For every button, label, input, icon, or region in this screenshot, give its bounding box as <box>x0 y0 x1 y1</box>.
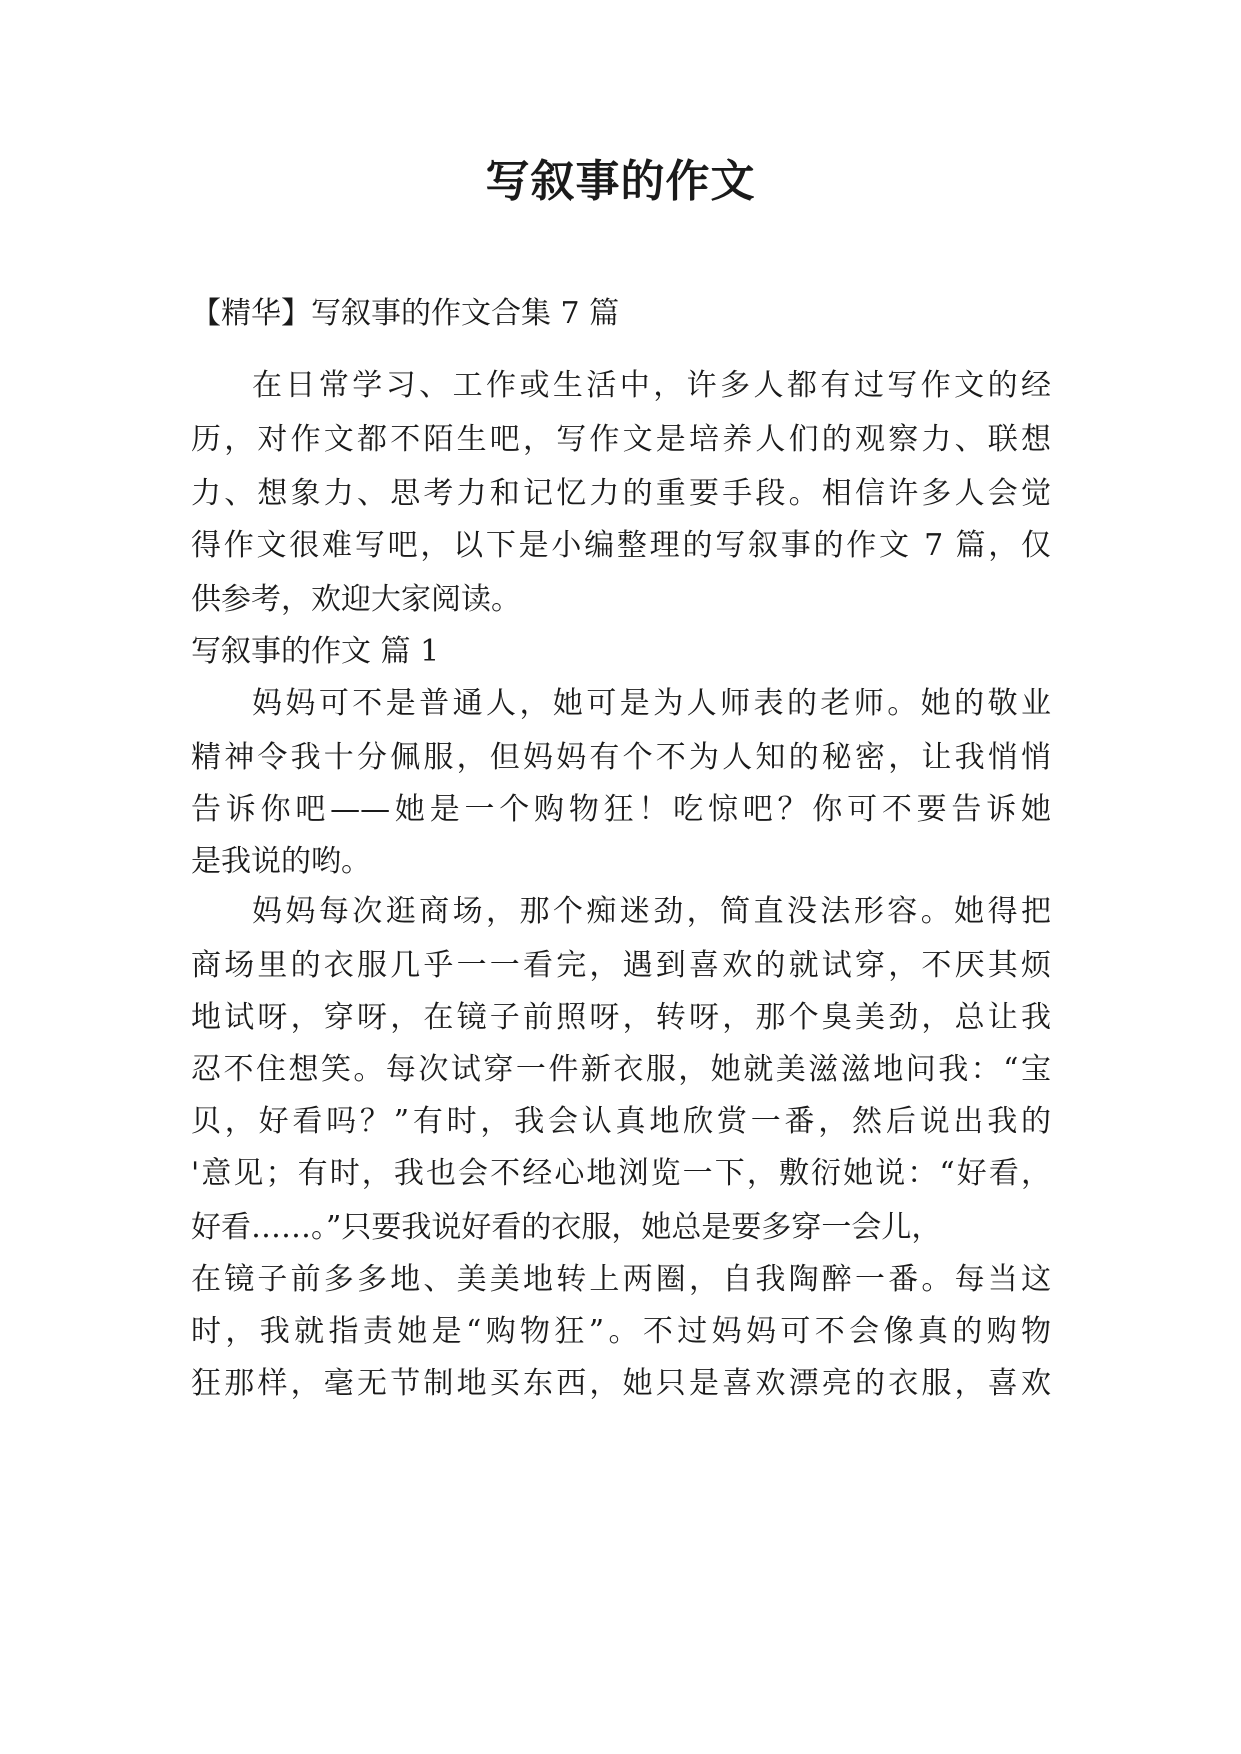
body-line-8: 忍不住想笑。每次试穿一件新衣服，她就美滋滋地问我：“宝 <box>191 1052 1051 1087</box>
body-line-6: 商场里的衣服几乎一一看完，遇到喜欢的就试穿，不厌其烦 <box>191 948 1051 983</box>
intro-line-5: 供参考，欢迎大家阅读。 <box>191 582 521 617</box>
section-heading: 写叙事的作文 篇 1 <box>191 634 440 669</box>
body-line-3: 告诉你吧——她是一个购物狂！吃惊吧？你可不要告诉她 <box>191 792 1051 827</box>
body-line-13: 时，我就指责她是“购物狂”。不过妈妈可不会像真的购物 <box>191 1314 1051 1349</box>
document-subtitle: 【精华】写叙事的作文合集 7 篇 <box>191 296 620 331</box>
body-line-9: 贝，好看吗？”有时，我会认真地欣赏一番，然后说出我的 <box>191 1104 1051 1139</box>
intro-line-2: 历，对作文都不陌生吧，写作文是培养人们的观察力、联想 <box>191 422 1051 457</box>
body-line-5: 妈妈每次逛商场，那个痴迷劲，简直没法形容。她得把 <box>252 894 1051 929</box>
document-title: 写叙事的作文 <box>485 156 756 207</box>
body-line-1: 妈妈可不是普通人，她可是为人师表的老师。她的敬业 <box>252 686 1051 721</box>
body-line-14: 狂那样，毫无节制地买东西，她只是喜欢漂亮的衣服，喜欢 <box>191 1366 1051 1401</box>
intro-line-4: 得作文很难写吧，以下是小编整理的写叙事的作文 7 篇，仅 <box>191 528 1051 563</box>
body-line-12: 在镜子前多多地、美美地转上两圈，自我陶醉一番。每当这 <box>191 1262 1051 1297</box>
body-line-7: 地试呀，穿呀，在镜子前照呀，转呀，那个臭美劲，总让我 <box>191 1000 1051 1035</box>
intro-line-3: 力、想象力、思考力和记忆力的重要手段。相信许多人会觉 <box>191 476 1051 511</box>
body-line-10: '意见；有时，我也会不经心地浏览一下，敷衍她说：“好看， <box>191 1156 1051 1191</box>
body-line-4: 是我说的哟。 <box>191 844 371 879</box>
body-line-2: 精神令我十分佩服，但妈妈有个不为人知的秘密，让我悄悄 <box>191 740 1051 775</box>
body-line-11: 好看……。”只要我说好看的衣服，她总是要多穿一会儿， <box>191 1210 942 1245</box>
intro-line-1: 在日常学习、工作或生活中，许多人都有过写作文的经 <box>252 368 1051 403</box>
